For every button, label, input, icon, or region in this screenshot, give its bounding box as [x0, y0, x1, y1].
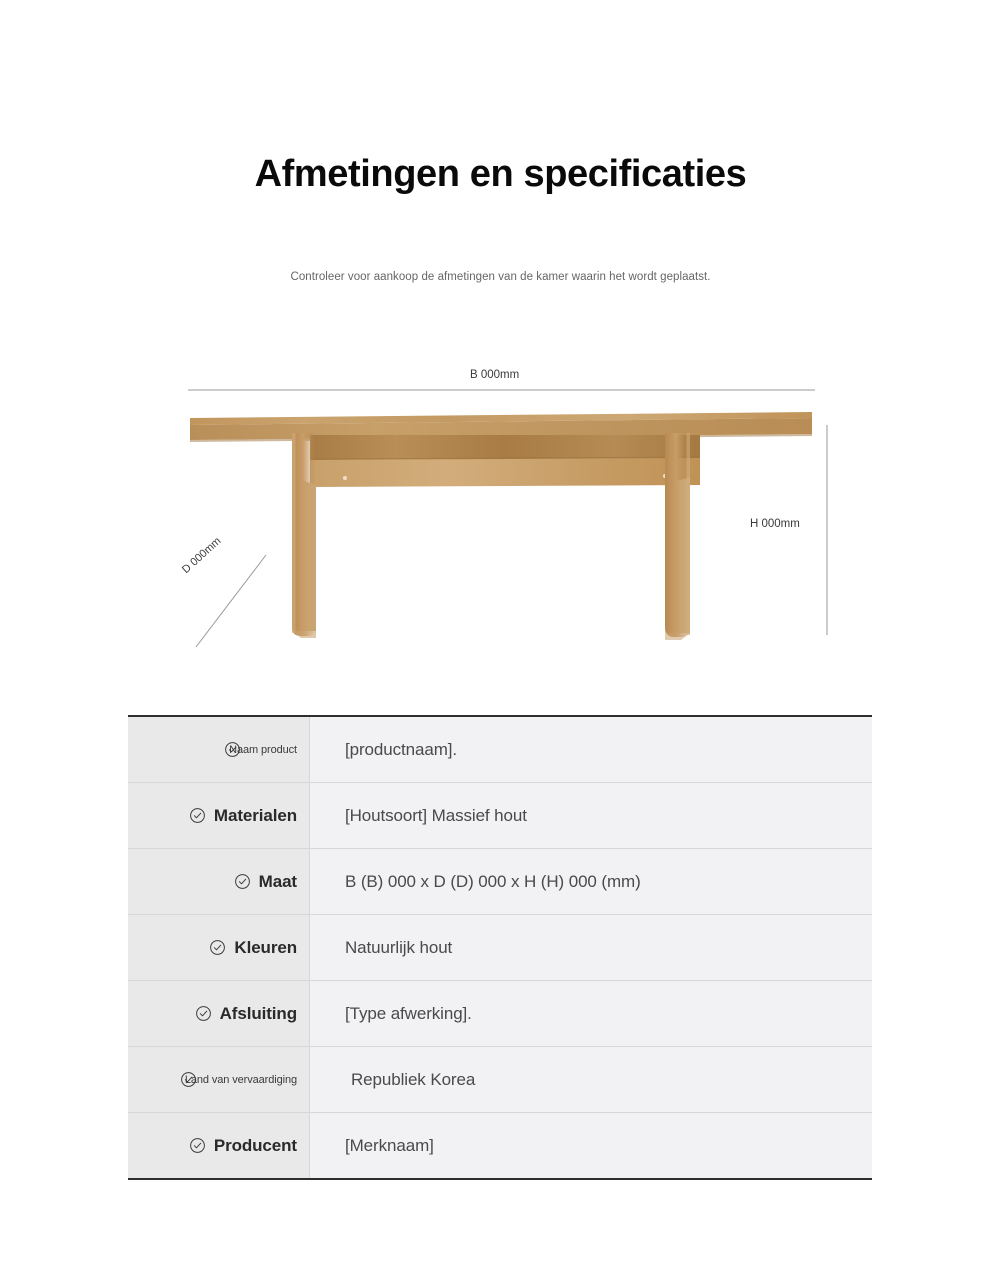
table-row [128, 783, 872, 849]
specification-table [128, 715, 872, 1180]
table-row [128, 981, 872, 1047]
spec-label-cell [128, 849, 310, 914]
spec-label-cell [128, 717, 310, 782]
spec-label-cell [128, 783, 310, 848]
page-title: Afmetingen en specificaties [254, 153, 747, 195]
spec-label-text: Naam product [229, 743, 297, 756]
spec-value-cell: [Houtsoort] Massief hout [310, 783, 872, 848]
product-dimension-diagram [0, 355, 1001, 665]
depth-dimension-label: D 000mm [180, 535, 224, 576]
spec-label-cell [128, 1113, 310, 1178]
check-circle-icon [209, 939, 226, 956]
check-circle-icon [189, 807, 206, 824]
bench-apron [310, 435, 700, 487]
spec-label-cell [128, 981, 310, 1046]
spec-value-cell: [productnaam]. [310, 717, 872, 782]
table-row [128, 849, 872, 915]
check-circle-icon [189, 1137, 206, 1154]
bench-leg-right [665, 433, 690, 640]
table-row [128, 1113, 872, 1178]
height-dimension-label: H 000mm [750, 518, 800, 530]
spec-label-text: Maat [258, 871, 297, 891]
spec-value-cell: Natuurlijk hout [310, 915, 872, 980]
table-row [128, 1047, 872, 1113]
spec-label-text: Materialen [213, 805, 297, 825]
check-circle-icon [234, 873, 251, 890]
spec-label-text: Afsluiting [219, 1003, 297, 1023]
spec-label-text: Producent [213, 1135, 297, 1155]
width-dimension-label: B 000mm [470, 369, 520, 381]
spec-value-cell: B (B) 000 x D (D) 000 x H (H) 000 (mm) [310, 849, 872, 914]
spec-label-text: Land van vervaardiging [184, 1073, 297, 1086]
spec-label-cell [128, 1047, 310, 1112]
page-subtitle: Controleer voor aankoop de afmetingen van de kamer waarin het wordt geplaatst. [290, 271, 711, 283]
table-row [128, 717, 872, 783]
spec-value-cell: [Merknaam] [310, 1113, 872, 1178]
check-circle-icon [195, 1005, 212, 1022]
table-row [128, 915, 872, 981]
spec-value-cell: [Type afwerking]. [310, 981, 872, 1046]
bench-illustration-svg [0, 355, 1001, 665]
bench-leg-left [292, 433, 316, 638]
spec-label-cell [128, 915, 310, 980]
spec-value-cell: Republiek Korea [310, 1047, 872, 1112]
depth-dimension-line [196, 555, 266, 647]
spec-label-text: Kleuren [234, 937, 297, 957]
